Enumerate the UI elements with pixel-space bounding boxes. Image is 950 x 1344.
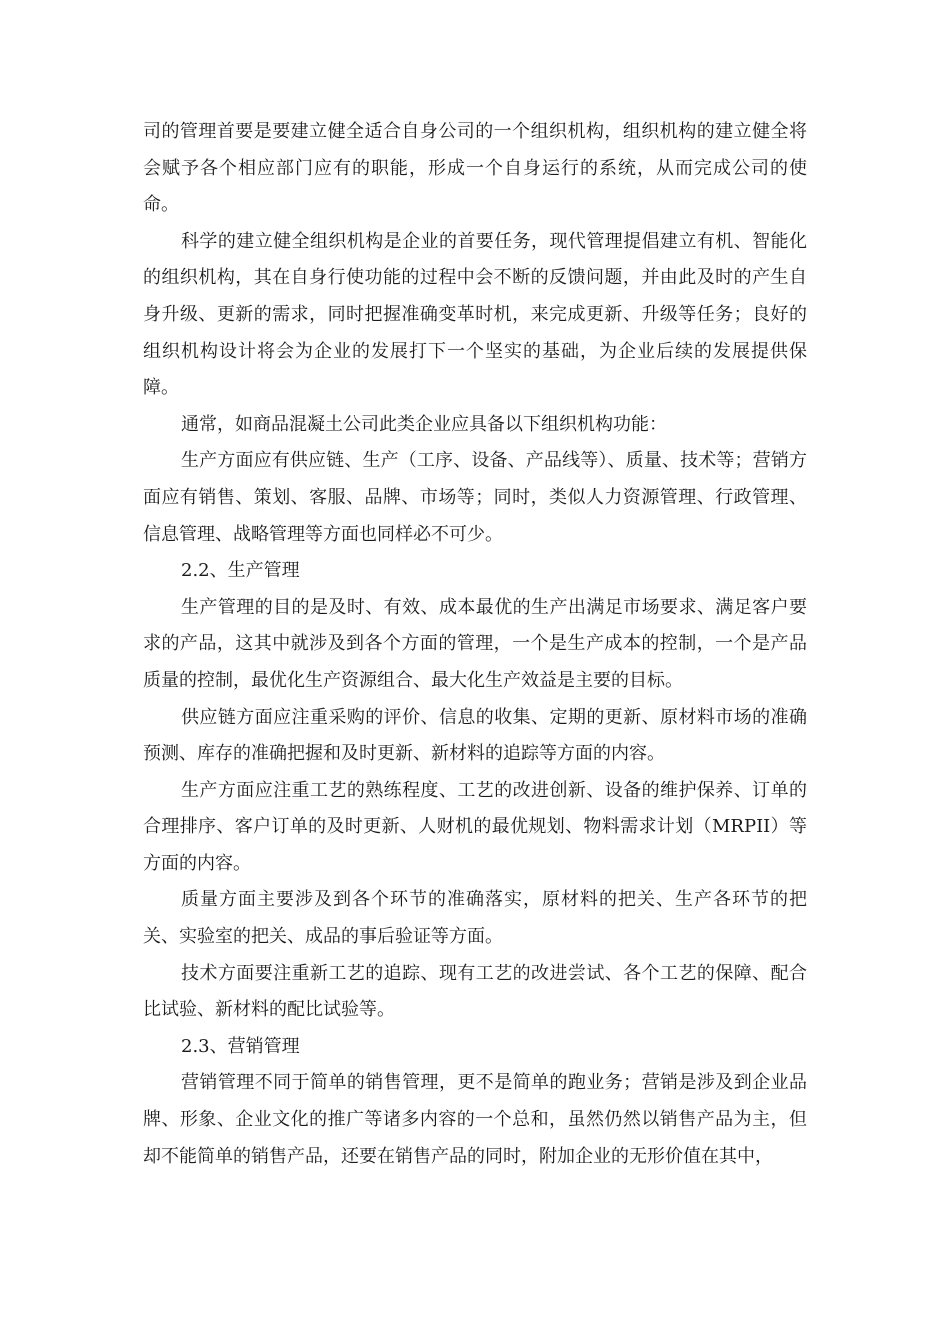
paragraph-production-goal: 生产管理的目的是及时、有效、成本最优的生产出满足市场要求、满足客户要求的产品，这其中就涉及到各个方面的管理，一个是生产成本的控制，一个是产品质量的控制，最优化生产资源组合、最大化生产效益是主要的目标。: [143, 596, 807, 691]
paragraph-org-functions-intro: 通常，如商品混凝土公司此类企业应具备以下组织机构功能：: [181, 413, 667, 435]
paragraph-marketing: 营销管理不同于简单的销售管理，更不是简单的跑业务；营销是涉及到企业品牌、形象、企业文化的推广等诸多内容的一个总和，虽然仍然以销售产品为主，但却不能简单的销售产品，还要在销售产品的同时，附加企业的无形价值在其中，: [143, 1072, 807, 1167]
paragraph-org-functions: 生产方面应有供应链、生产（工序、设备、产品线等）、质量、技术等；营销方面应有销售、策划、客服、品牌、市场等；同时，类似人力资源管理、行政管理、信息管理、战略管理等方面也同样必不可少。: [143, 450, 807, 545]
paragraph-technology: 技术方面要注重新工艺的追踪、现有工艺的改进尝试、各个工艺的保障、配合比试验、新材料的配比试验等。: [143, 962, 807, 1021]
paragraph-production-process: 生产方面应注重工艺的熟练程度、工艺的改进创新、设备的维护保养、订单的合理排序、客户订单的及时更新、人财机的最优规划、物料需求计划（MRPII）等方面的内容。: [143, 779, 807, 874]
section-heading-production: 2.2、生产管理: [181, 560, 300, 582]
paragraph-supply-chain: 供应链方面应注重采购的评价、信息的收集、定期的更新、原材料市场的准确预测、库存的准确把握和及时更新、新材料的追踪等方面的内容。: [143, 706, 807, 765]
paragraph-quality: 质量方面主要涉及到各个环节的准确落实，原材料的把关、生产各环节的把关、实验室的把关、成品的事后验证等方面。: [143, 889, 807, 948]
section-heading-marketing: 2.3、营销管理: [181, 1035, 300, 1057]
document-page: [143, 114, 807, 1175]
paragraph-org-structure: 科学的建立健全组织机构是企业的首要任务，现代管理提倡建立有机、智能化的组织机构，其在自身行使功能的过程中会不断的反馈问题，并由此及时的产生自身升级、更新的需求，同时把握准确变革时机，来完成更新、升级等任务；良好的组织机构设计将会为企业的发展打下一个坚实的基础，为企业后续的发展提供保障。: [143, 230, 807, 399]
paragraph-intro: 司的管理首要是要建立健全适合自身公司的一个组织机构，组织机构的建立健全将会赋予各个相应部门应有的职能，形成一个自身运行的系统，从而完成公司的使命。: [143, 121, 807, 216]
